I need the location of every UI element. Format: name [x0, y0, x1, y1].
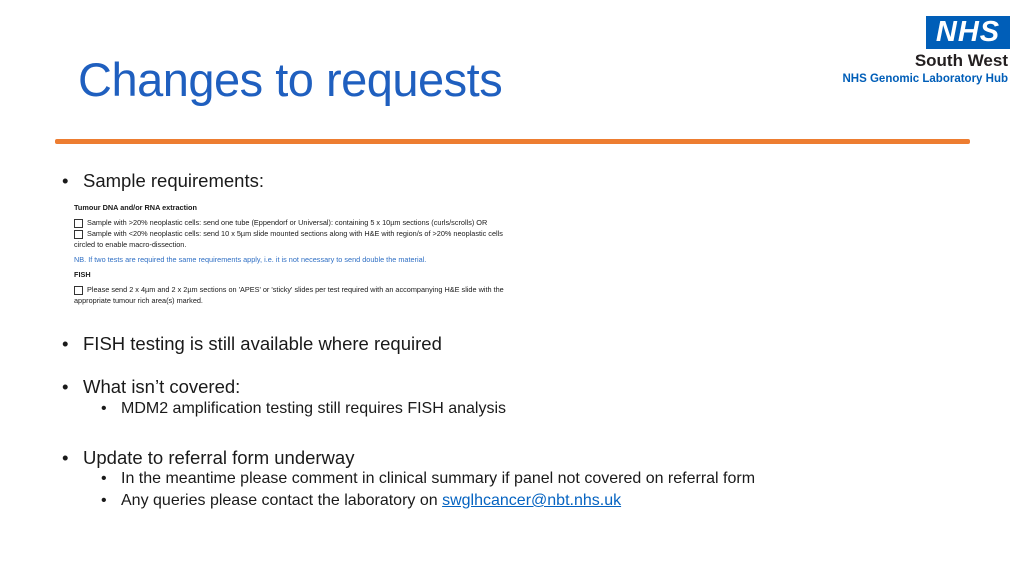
bullet-text: In the meantime please comment in clinical summary if panel not covered on referral form [121, 470, 756, 487]
sub-bullet-meantime [101, 470, 756, 488]
form-option-text-cont: circled to enable macro-dissection. [74, 240, 187, 249]
nhs-logo-region: South West [914, 51, 1008, 70]
bullet-dot: • [62, 333, 69, 354]
form-option-text: Sample with <20% neoplastic cells: send 10 x 5µm slide mounted sections along with H&E with region/s of >20% neoplastic cells [87, 229, 503, 238]
page-title: Changes to requests [78, 53, 503, 106]
bullet-text: FISH testing is still available where required [83, 333, 442, 354]
bullet-update-form [62, 447, 355, 469]
form-option-text: Sample with >20% neoplastic cells: send one tube (Eppendorf or Universal): containing 5 x 10µm sections (curls/scrolls) OR [87, 218, 488, 227]
form-heading-dna-rna: Tumour DNA and/or RNA extraction [74, 203, 197, 212]
form-note: NB. If two tests are required the same requirements apply, i.e. it is not necessary to send double the material. [74, 255, 427, 264]
bullet-sample-requirements [62, 170, 264, 192]
checkbox-icon [74, 219, 83, 228]
checkbox-icon [74, 286, 83, 295]
bullet-not-covered [62, 376, 241, 398]
bullet-text: MDM2 amplification testing still requires FISH analysis [121, 400, 507, 417]
bullet-dot: • [62, 447, 69, 468]
bullet-text: Any queries please contact the laboratory on [121, 492, 443, 509]
sub-bullet-queries [101, 492, 622, 510]
form-option-over-20 [74, 217, 544, 228]
nhs-logo-mark: NHS [926, 16, 1010, 49]
bullet-dot: • [62, 376, 69, 397]
bullet-text: Update to referral form underway [83, 447, 355, 468]
nhs-logo-hub: NHS Genomic Laboratory Hub [842, 73, 1008, 85]
sub-bullet-mdm2 [101, 400, 507, 418]
form-option-under-20 [74, 228, 544, 239]
bullet-dot: • [62, 170, 69, 191]
form-option-text-cont: appropriate tumour rich area(s) marked. [74, 296, 203, 305]
nhs-logo [806, 16, 1006, 88]
sample-requirements-form-image [74, 202, 544, 306]
bullet-dot: • [101, 400, 107, 417]
email-link[interactable]: swglhcancer@nbt.nhs.uk [442, 492, 622, 509]
bullet-fish-available [62, 333, 442, 355]
checkbox-icon [74, 230, 83, 239]
form-option-fish [74, 284, 544, 295]
bullet-dot: • [101, 470, 107, 487]
bullet-text: What isn’t covered: [83, 376, 241, 397]
bullet-dot: • [101, 492, 107, 509]
form-option-text: Please send 2 x 4µm and 2 x 2µm sections on 'APES' or 'sticky' slides per test required with an accompanying H&E slide with the [87, 285, 504, 294]
bullet-text: Sample requirements: [83, 170, 264, 191]
title-divider [55, 139, 970, 144]
form-heading-fish: FISH [74, 270, 91, 279]
